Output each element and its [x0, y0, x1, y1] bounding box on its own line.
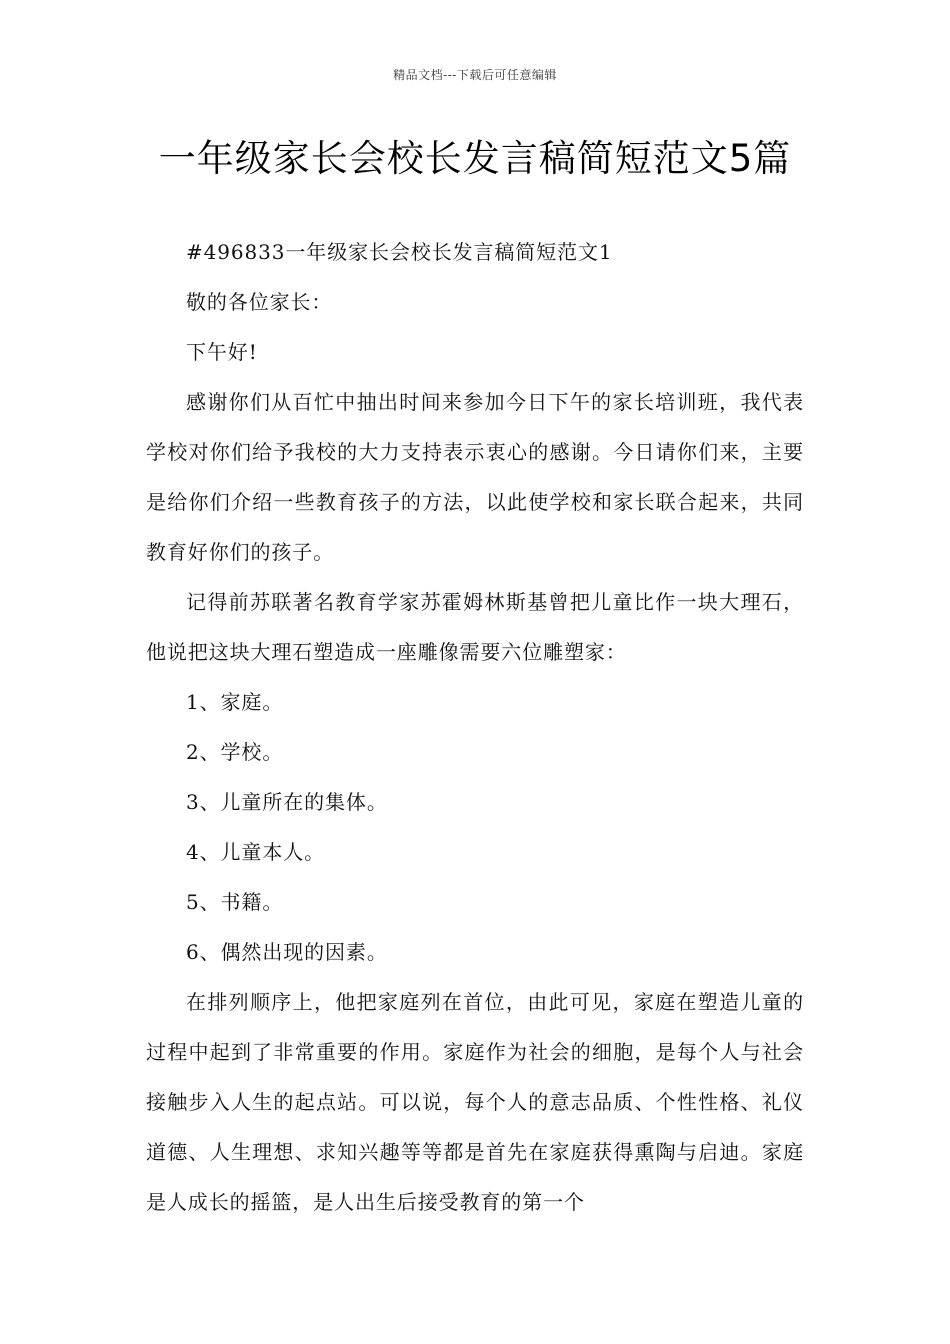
paragraph-salutation: 敬的各位家长：	[186, 290, 333, 314]
paragraph-family-role: 在排列顺序上，他把家庭列在首位，由此可见，家庭在塑造儿童的过程中起到了非常重要的作用。家庭作为社会的细胞，是每个人与社会接触步入人生的起点站。可以说，每个人的意志品质、个性性格、礼仪道德、人生理想、求知兴趣等等都是首先在家庭获得熏陶与启迪。家庭是人成长的摇篮，是人出生后接受教育的第一个	[146, 990, 804, 1214]
paragraph-greeting: 下午好!	[186, 340, 258, 364]
list-item-1: 1、家庭。	[186, 690, 284, 714]
paragraph-thanks: 感谢你们从百忙中抽出时间来参加今日下午的家长培训班，我代表学校对你们给予我校的大力支持表示衷心的感谢。今日请你们来，主要是给你们介绍一些教育孩子的方法，以此使学校和家长联合起来，共同教育好你们的孩子。	[146, 390, 804, 564]
list-item-6: 6、偶然出现的因素。	[186, 940, 388, 964]
list-item-3: 3、儿童所在的集体。	[186, 790, 388, 814]
list-item-2: 2、学校。	[186, 740, 284, 764]
header-note: 精品文档---下载后可任意编辑	[393, 68, 557, 82]
list-item-5: 5、书籍。	[186, 890, 284, 914]
paragraph-quote: 记得前苏联著名教育学家苏霍姆林斯基曾把儿童比作一块大理石，他说把这块大理石塑造成一座雕像需要六位雕塑家：	[146, 590, 804, 664]
document-title: 一年级家长会校长发言稿简短范文5篇	[158, 137, 792, 180]
list-item-4: 4、儿童本人。	[186, 840, 326, 864]
paragraph-heading: #496833一年级家长会校长发言稿简短范文1	[186, 240, 613, 264]
document-body	[146, 227, 804, 1227]
